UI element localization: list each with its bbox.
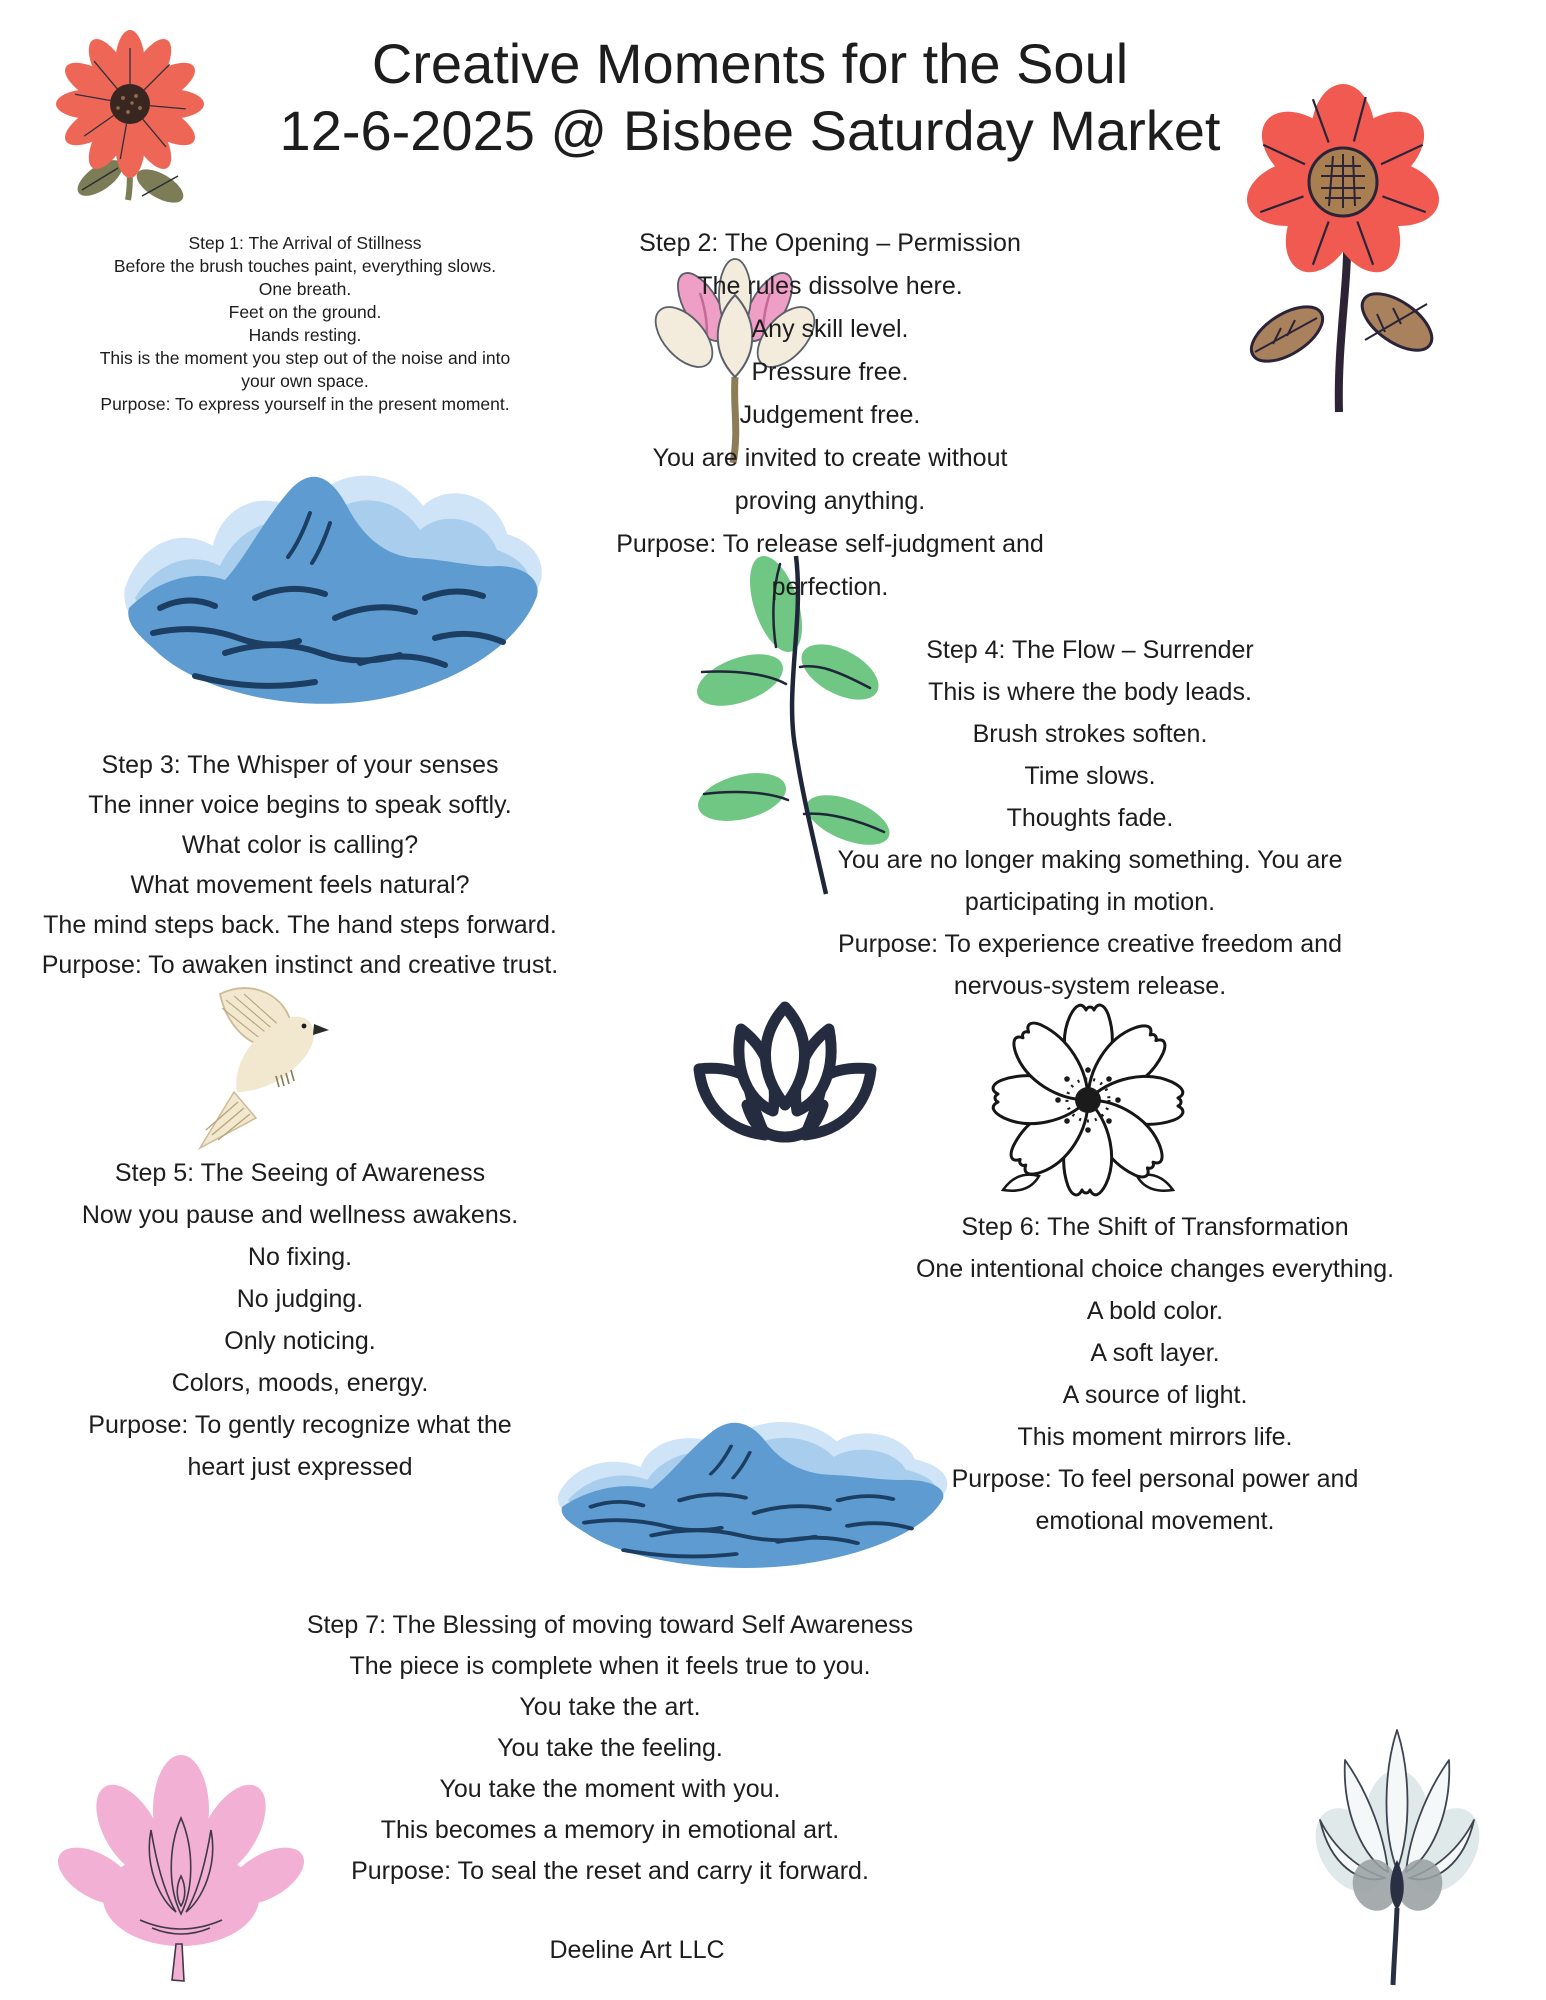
text-line: No judging. — [236, 1285, 364, 1313]
text-line: Step 5: The Seeing of Awareness — [114, 1159, 486, 1187]
text-line: Pressure free. — [751, 358, 909, 386]
text-line: Feet on the ground. — [228, 302, 382, 322]
text-line: Purpose: To express yourself in the present moment. — [100, 394, 510, 414]
blue-wave-svg — [540, 1398, 955, 1593]
text-line: Step 6: The Shift of Transformation — [961, 1213, 1349, 1241]
text-line: Before the brush touches paint, everything slows. — [113, 256, 497, 276]
white-lotus-svg — [1290, 1700, 1505, 1990]
text-line: One intentional choice changes everything. — [915, 1255, 1395, 1283]
text-line: Purpose: To seal the reset and carry it forward. — [351, 1857, 869, 1885]
text-line: The mind steps back. The hand steps forward. — [43, 911, 557, 939]
text-line: This becomes a memory in emotional art. — [380, 1816, 840, 1844]
navy-lotus-outline-svg — [685, 985, 885, 1157]
text-line: proving anything. — [734, 487, 926, 515]
text-line: Thoughts fade. — [1006, 804, 1174, 832]
text-line: Step 7: The Blessing of moving toward Self Awareness — [306, 1611, 914, 1639]
text-line: What movement feels natural? — [130, 871, 470, 899]
text-line: You are invited to create without — [652, 444, 1008, 472]
anemone-flower-icon — [975, 990, 1200, 1212]
text-line: nervous-system release. — [953, 972, 1227, 1000]
text-line: This is where the body leads. — [928, 678, 1252, 706]
white-lotus-icon — [1290, 1700, 1505, 1990]
text-line: heart just expressed — [187, 1453, 413, 1481]
title-line-1: Creative Moments for the Soul — [371, 32, 1129, 95]
text-line: participating in motion. — [964, 888, 1216, 916]
anemone-flower-svg — [975, 990, 1200, 1212]
text-line: Purpose: To release self-judgment and — [616, 530, 1044, 558]
text-line: Step 3: The Whisper of your senses — [101, 751, 499, 779]
step-7-block — [270, 1605, 950, 1892]
text-line: Colors, moods, energy. — [171, 1369, 429, 1397]
text-line: Purpose: To gently recognize what the — [88, 1411, 512, 1439]
step-6-block — [875, 1206, 1435, 1542]
step-2-block — [580, 222, 1080, 609]
text-line: This moment mirrors life. — [1017, 1423, 1293, 1451]
text-line: emotional movement. — [1035, 1507, 1275, 1535]
blue-wave-svg — [105, 438, 550, 743]
text-line: No fixing. — [247, 1243, 353, 1271]
dove-svg — [192, 980, 342, 1160]
text-line: Only noticing. — [224, 1327, 376, 1355]
text-line: One breath. — [258, 279, 352, 299]
blue-wave-icon — [105, 438, 550, 743]
text-line: Purpose: To feel personal power and — [951, 1465, 1359, 1493]
text-line: What color is calling? — [181, 831, 419, 859]
dove-icon — [192, 980, 342, 1160]
text-line: This is the moment you step out of the noise and into — [99, 348, 511, 368]
text-line: Hands resting. — [248, 325, 362, 345]
step-1-block — [55, 232, 555, 416]
text-line: your own space. — [241, 371, 369, 391]
text-line: The piece is complete when it feels true to you. — [349, 1652, 871, 1680]
text-line: perfection. — [771, 573, 889, 601]
text-line: You take the moment with you. — [439, 1775, 781, 1803]
step-4-block — [810, 629, 1370, 1007]
text-line: Purpose: To experience creative freedom and — [837, 930, 1342, 958]
navy-lotus-outline-icon — [685, 985, 885, 1157]
text-line: Any skill level. — [751, 315, 909, 343]
footer-brand: Deeline Art LLC — [549, 1936, 725, 1964]
text-line: A bold color. — [1086, 1297, 1224, 1325]
text-line: A source of light. — [1062, 1381, 1248, 1409]
text-line: Time slows. — [1024, 762, 1156, 790]
text-line: Step 2: The Opening – Permission — [639, 229, 1021, 257]
text-line: Step 1: The Arrival of Stillness — [188, 233, 422, 253]
text-line: You are no longer making something. You are — [837, 846, 1343, 874]
text-line: Judgement free. — [739, 401, 921, 429]
text-line: The rules dissolve here. — [697, 272, 963, 300]
text-line: You take the feeling. — [497, 1734, 723, 1762]
text-line: You take the art. — [519, 1693, 701, 1721]
step-3-block — [0, 745, 600, 985]
title-line-2: 12-6-2025 @ Bisbee Saturday Market — [279, 99, 1221, 162]
text-line: Brush strokes soften. — [972, 720, 1208, 748]
text-line: Step 4: The Flow – Surrender — [926, 636, 1254, 664]
step-5-block — [0, 1152, 600, 1488]
text-line: Purpose: To awaken instinct and creative trust. — [41, 951, 559, 979]
text-line: The inner voice begins to speak softly. — [88, 791, 512, 819]
blue-wave-icon — [540, 1398, 955, 1593]
text-line: Now you pause and wellness awakens. — [81, 1201, 519, 1229]
text-line: A soft layer. — [1090, 1339, 1220, 1367]
page-title — [0, 30, 1500, 164]
